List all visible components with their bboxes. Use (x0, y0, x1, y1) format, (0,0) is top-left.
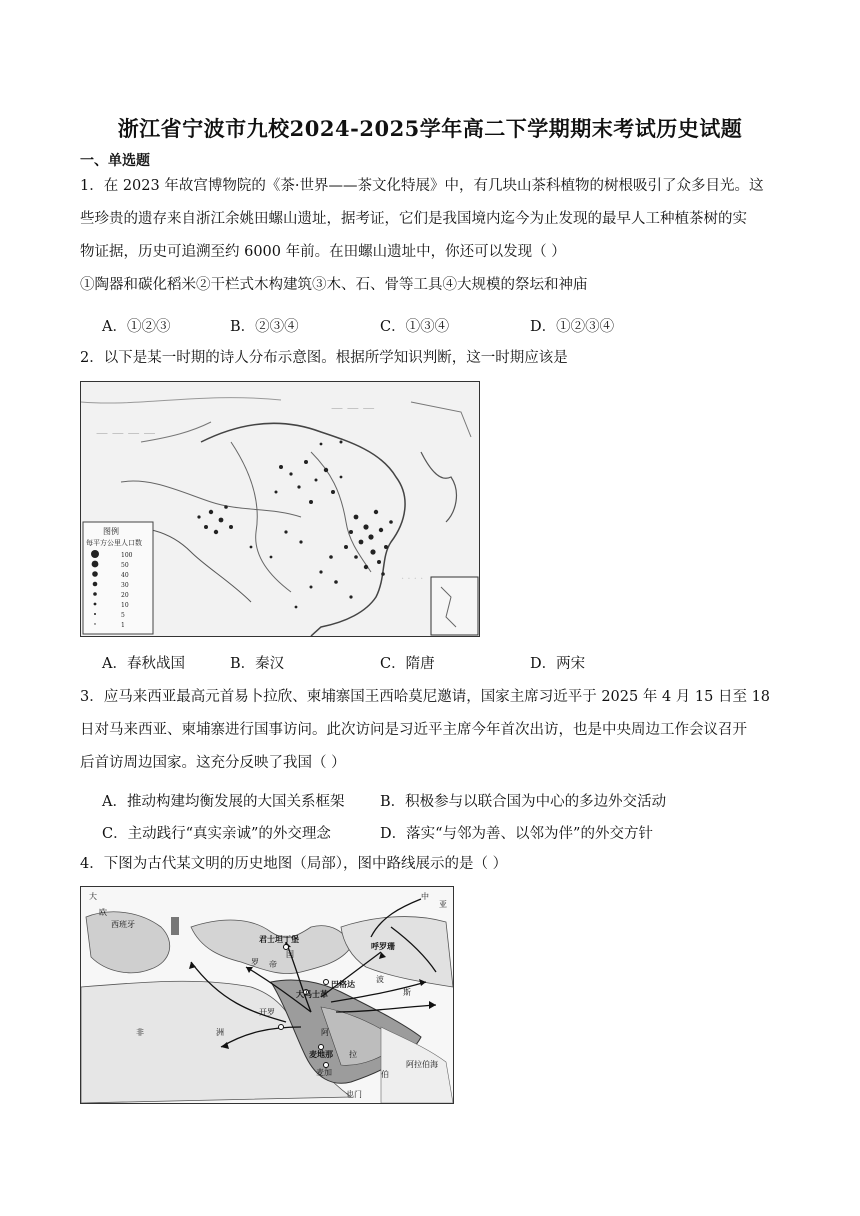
q2-option-b[interactable]: B．秦汉 (230, 656, 285, 672)
poet-map-svg (81, 382, 479, 636)
map-label-ya: 亚 (439, 900, 447, 909)
map-label-bo: 波 (376, 975, 384, 984)
map-label-khorasan: 呼罗珊 (371, 941, 395, 951)
map-label-guo: 国 (286, 950, 294, 959)
legend-value-3: 40 (121, 572, 129, 579)
ancient-civilization-map (80, 886, 454, 1104)
q2-option-c[interactable]: C．隋唐 (380, 656, 435, 672)
page-title: 浙江省宁波市九校2024-2025学年高二下学期期末考试历史试题 (117, 116, 743, 141)
q3-option-a[interactable]: A．推动构建均衡发展的大国关系框架 (102, 794, 345, 810)
q1-stem (80, 170, 780, 302)
q1-items: ①陶器和碳化稻米②干栏式木构建筑③木、石、骨等工具④大规模的祭坛和神庙 (80, 277, 588, 293)
q3-stem-line1: 3．应马来西亚最高元首易卜拉欣、柬埔寨国王西哈莫尼邀请，国家主席习近平于 2025 年 4 月 15 日至 18 (80, 689, 771, 705)
svg-text:— — —: — — — (331, 401, 375, 415)
section-heading: 一、单选题 (80, 153, 150, 169)
map-label-a: 阿 (321, 1028, 329, 1037)
legend-value-8: 1 (121, 622, 125, 629)
legend-title: 图例 (103, 527, 119, 536)
map-label-baghdad: 巴格达 (331, 979, 355, 989)
map-label-luo: 罗 (251, 958, 259, 967)
legend-value-6: 10 (121, 602, 129, 609)
svg-text:— — — —: — — — — (96, 426, 156, 440)
map-label-zhong: 中 (421, 892, 429, 901)
q3-stem (80, 681, 780, 780)
q1-stem-line1: 1．在 2023 年故宫博物院的《茶·世界——茶文化特展》中，有几块山茶科植物的树根吸引了众多目光。这 (80, 178, 764, 194)
legend-value-2: 50 (121, 562, 129, 569)
civilization-map-svg (81, 887, 453, 1103)
q2-stem: 2．以下是某一时期的诗人分布示意图。根据所学知识判断，这一时期应该是 (80, 350, 568, 366)
q3-options-row2 (102, 822, 653, 843)
q1-stem-line2: 些珍贵的遗存来自浙江余姚田螺山遗址，据考证，它们是我国境内迄今为止发现的最早人工种植茶树的实 (80, 211, 747, 227)
map-label-fei: 非 (136, 1028, 144, 1037)
map-label-xibanya: 西班牙 (111, 920, 135, 929)
q2-option-a[interactable]: A．春秋战国 (102, 656, 185, 672)
map-label-di: 帝 (269, 960, 277, 969)
map-label-bo2: 伯 (381, 1070, 389, 1079)
q3-stem-line3: 后首访周边国家。这充分反映了我国（ ） (80, 755, 346, 771)
legend-subtitle: 每平方公里人口数 (86, 539, 142, 547)
q1-option-a[interactable]: A．①②③ (102, 319, 171, 335)
map-label-constantinople: 君士坦丁堡 (259, 934, 299, 944)
legend-value-5: 20 (121, 592, 129, 599)
map-label-la: 拉 (349, 1050, 357, 1059)
map-label-ou: 欧 (99, 908, 107, 917)
legend-value-7: 5 (121, 612, 125, 619)
poet-distribution-map (80, 381, 480, 637)
q3-options-row1 (102, 790, 666, 811)
map-label-zhou: 洲 (216, 1028, 224, 1037)
map-label-cairo: 开罗 (259, 1008, 275, 1017)
q2-option-d[interactable]: D．两宋 (530, 656, 586, 672)
map-label-medina: 麦地那 (309, 1049, 333, 1059)
q3-option-b[interactable]: B．积极参与以联合国为中心的多边外交活动 (380, 794, 667, 810)
q3-option-d[interactable]: D．落实“与邻为善、以邻为伴”的外交方针 (380, 826, 653, 842)
svg-text:· · · ·: · · · · (401, 574, 424, 585)
q2-options (102, 652, 585, 673)
q3-option-c[interactable]: C．主动践行“真实亲诚”的外交理念 (102, 826, 331, 842)
q1-options (102, 315, 614, 336)
map-label-mecca: 麦加 (316, 1068, 332, 1077)
q1-option-c[interactable]: C．①③④ (380, 319, 450, 335)
map-label-da: 大 (89, 892, 97, 901)
q4-stem: 4．下图为古代某文明的历史地图（局部），图中路线展示的是（ ） (80, 856, 508, 872)
map-label-yemen: 也门 (346, 1090, 362, 1099)
q3-stem-line2: 日对马来西亚、柬埔寨进行国事访问。此次访问是习近平主席今年首次出访，也是中央周边工作会议召开 (80, 722, 747, 738)
q1-stem-line3: 物证据，历史可追溯至约 6000 年前。在田螺山遗址中，你还可以发现（ ） (80, 244, 566, 260)
map-label-si: 斯 (403, 988, 411, 997)
map-label-arabian-sea: 阿拉伯海 (406, 1060, 438, 1069)
map-label-damascus: 大马士革 (296, 989, 328, 999)
q1-option-d[interactable]: D．①②③④ (530, 319, 615, 335)
q1-option-b[interactable]: B．②③④ (230, 319, 299, 335)
legend-value-4: 30 (121, 582, 129, 589)
legend-value-1: 100 (121, 552, 133, 559)
